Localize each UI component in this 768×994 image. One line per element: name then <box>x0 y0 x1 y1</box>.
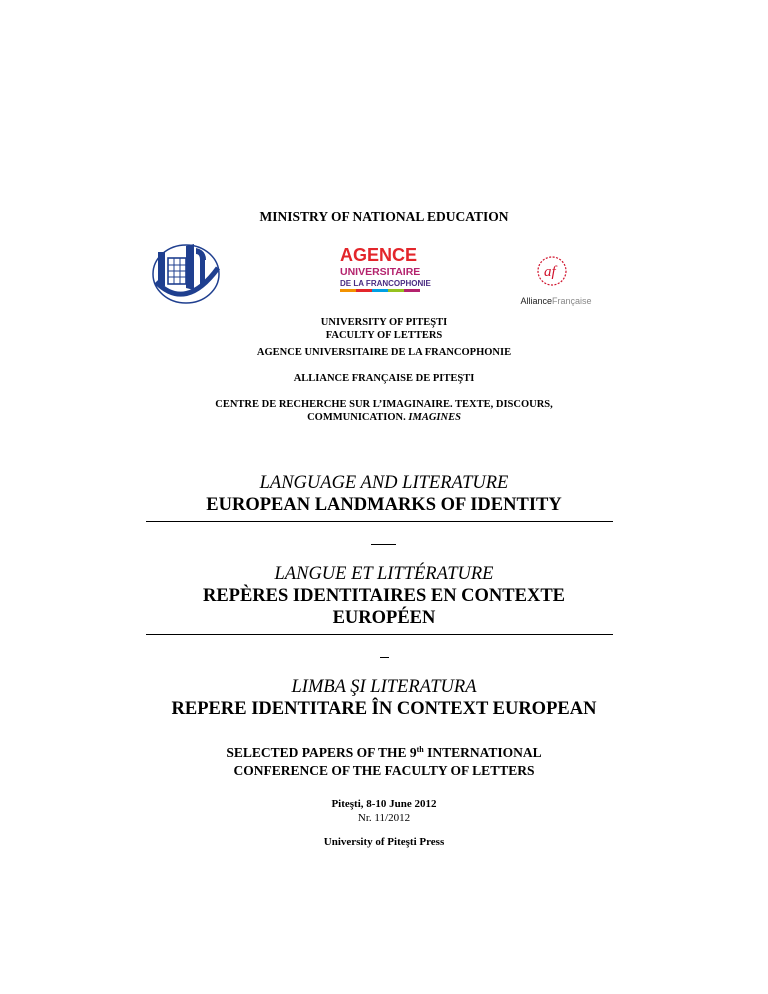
af-label-bold: Alliance <box>520 296 552 306</box>
research-centre <box>0 398 768 424</box>
place-date: Piteşti, 8-10 June 2012 <box>331 798 437 810</box>
title-fr-italic: LANGUE ET LITTÉRATURE <box>274 564 494 584</box>
divider-1-tail <box>371 544 396 545</box>
af-logo-label <box>515 296 597 306</box>
auf-logo-line-3: DE LA FRANCOPHONIE <box>340 279 431 288</box>
auf-logo-line-2: UNIVERSITAIRE <box>340 266 421 278</box>
title-fr-caps-1: REPÈRES IDENTITAIRES EN CONTEXTE <box>202 586 566 606</box>
issue-number: Nr. 11/2012 <box>357 812 411 824</box>
ministry-heading: MINISTRY OF NATIONAL EDUCATION <box>259 209 509 224</box>
logo-row <box>0 238 768 308</box>
university-block <box>0 316 768 342</box>
publisher: University of Piteşti Press <box>323 836 445 848</box>
conference-line-1-before: SELECTED PAPERS OF THE 9 <box>226 745 417 760</box>
centre-line-1: CENTRE DE RECHERCHE SUR L’IMAGINAIRE. TEXTE, DISCOURS, <box>215 399 553 410</box>
conference-line-2: CONFERENCE OF THE FACULTY OF LETTERS <box>233 763 535 778</box>
auf-logo-line-1: AGENCE <box>340 245 418 265</box>
faculty-name: FACULTY OF LETTERS <box>325 330 443 341</box>
af-logo-mark: af <box>544 264 556 280</box>
title-ro-italic: LIMBA ŞI LITERATURA <box>291 677 477 697</box>
divider-2 <box>146 634 613 635</box>
divider-1 <box>146 521 613 522</box>
title-en-italic: LANGUAGE AND LITERATURE <box>259 473 509 493</box>
agence-name: AGENCE UNIVERSITAIRE DE LA FRANCOPHONIE <box>256 347 512 358</box>
af-label-light: Française <box>552 296 592 306</box>
title-en-caps: EUROPEAN LANDMARKS OF IDENTITY <box>206 495 562 515</box>
title-ro-caps: REPERE IDENTITARE ÎN CONTEXT EUROPEAN <box>171 699 597 719</box>
centre-line-2-italic: IMAGINES <box>408 412 461 423</box>
conference-line-1-after: INTERNATIONAL <box>423 745 542 760</box>
auf-logo-graphic <box>336 244 436 296</box>
auf-logo <box>336 244 436 296</box>
centre-line-2 <box>0 411 768 424</box>
university-name: UNIVERSITY OF PITEŞTI <box>320 317 448 328</box>
alliance-francaise-logo <box>515 252 597 312</box>
af-logo-graphic <box>515 252 597 296</box>
conference-line-1-sup: th <box>416 745 424 754</box>
divider-2-tail <box>380 657 389 658</box>
conference-line-1 <box>0 744 768 762</box>
centre-line-2-plain: COMMUNICATION. <box>307 412 409 423</box>
alliance-name: ALLIANCE FRANÇAISE DE PITEŞTI <box>293 373 475 384</box>
title-fr-caps-2: EUROPÉEN <box>332 608 436 628</box>
university-logo <box>150 238 222 306</box>
